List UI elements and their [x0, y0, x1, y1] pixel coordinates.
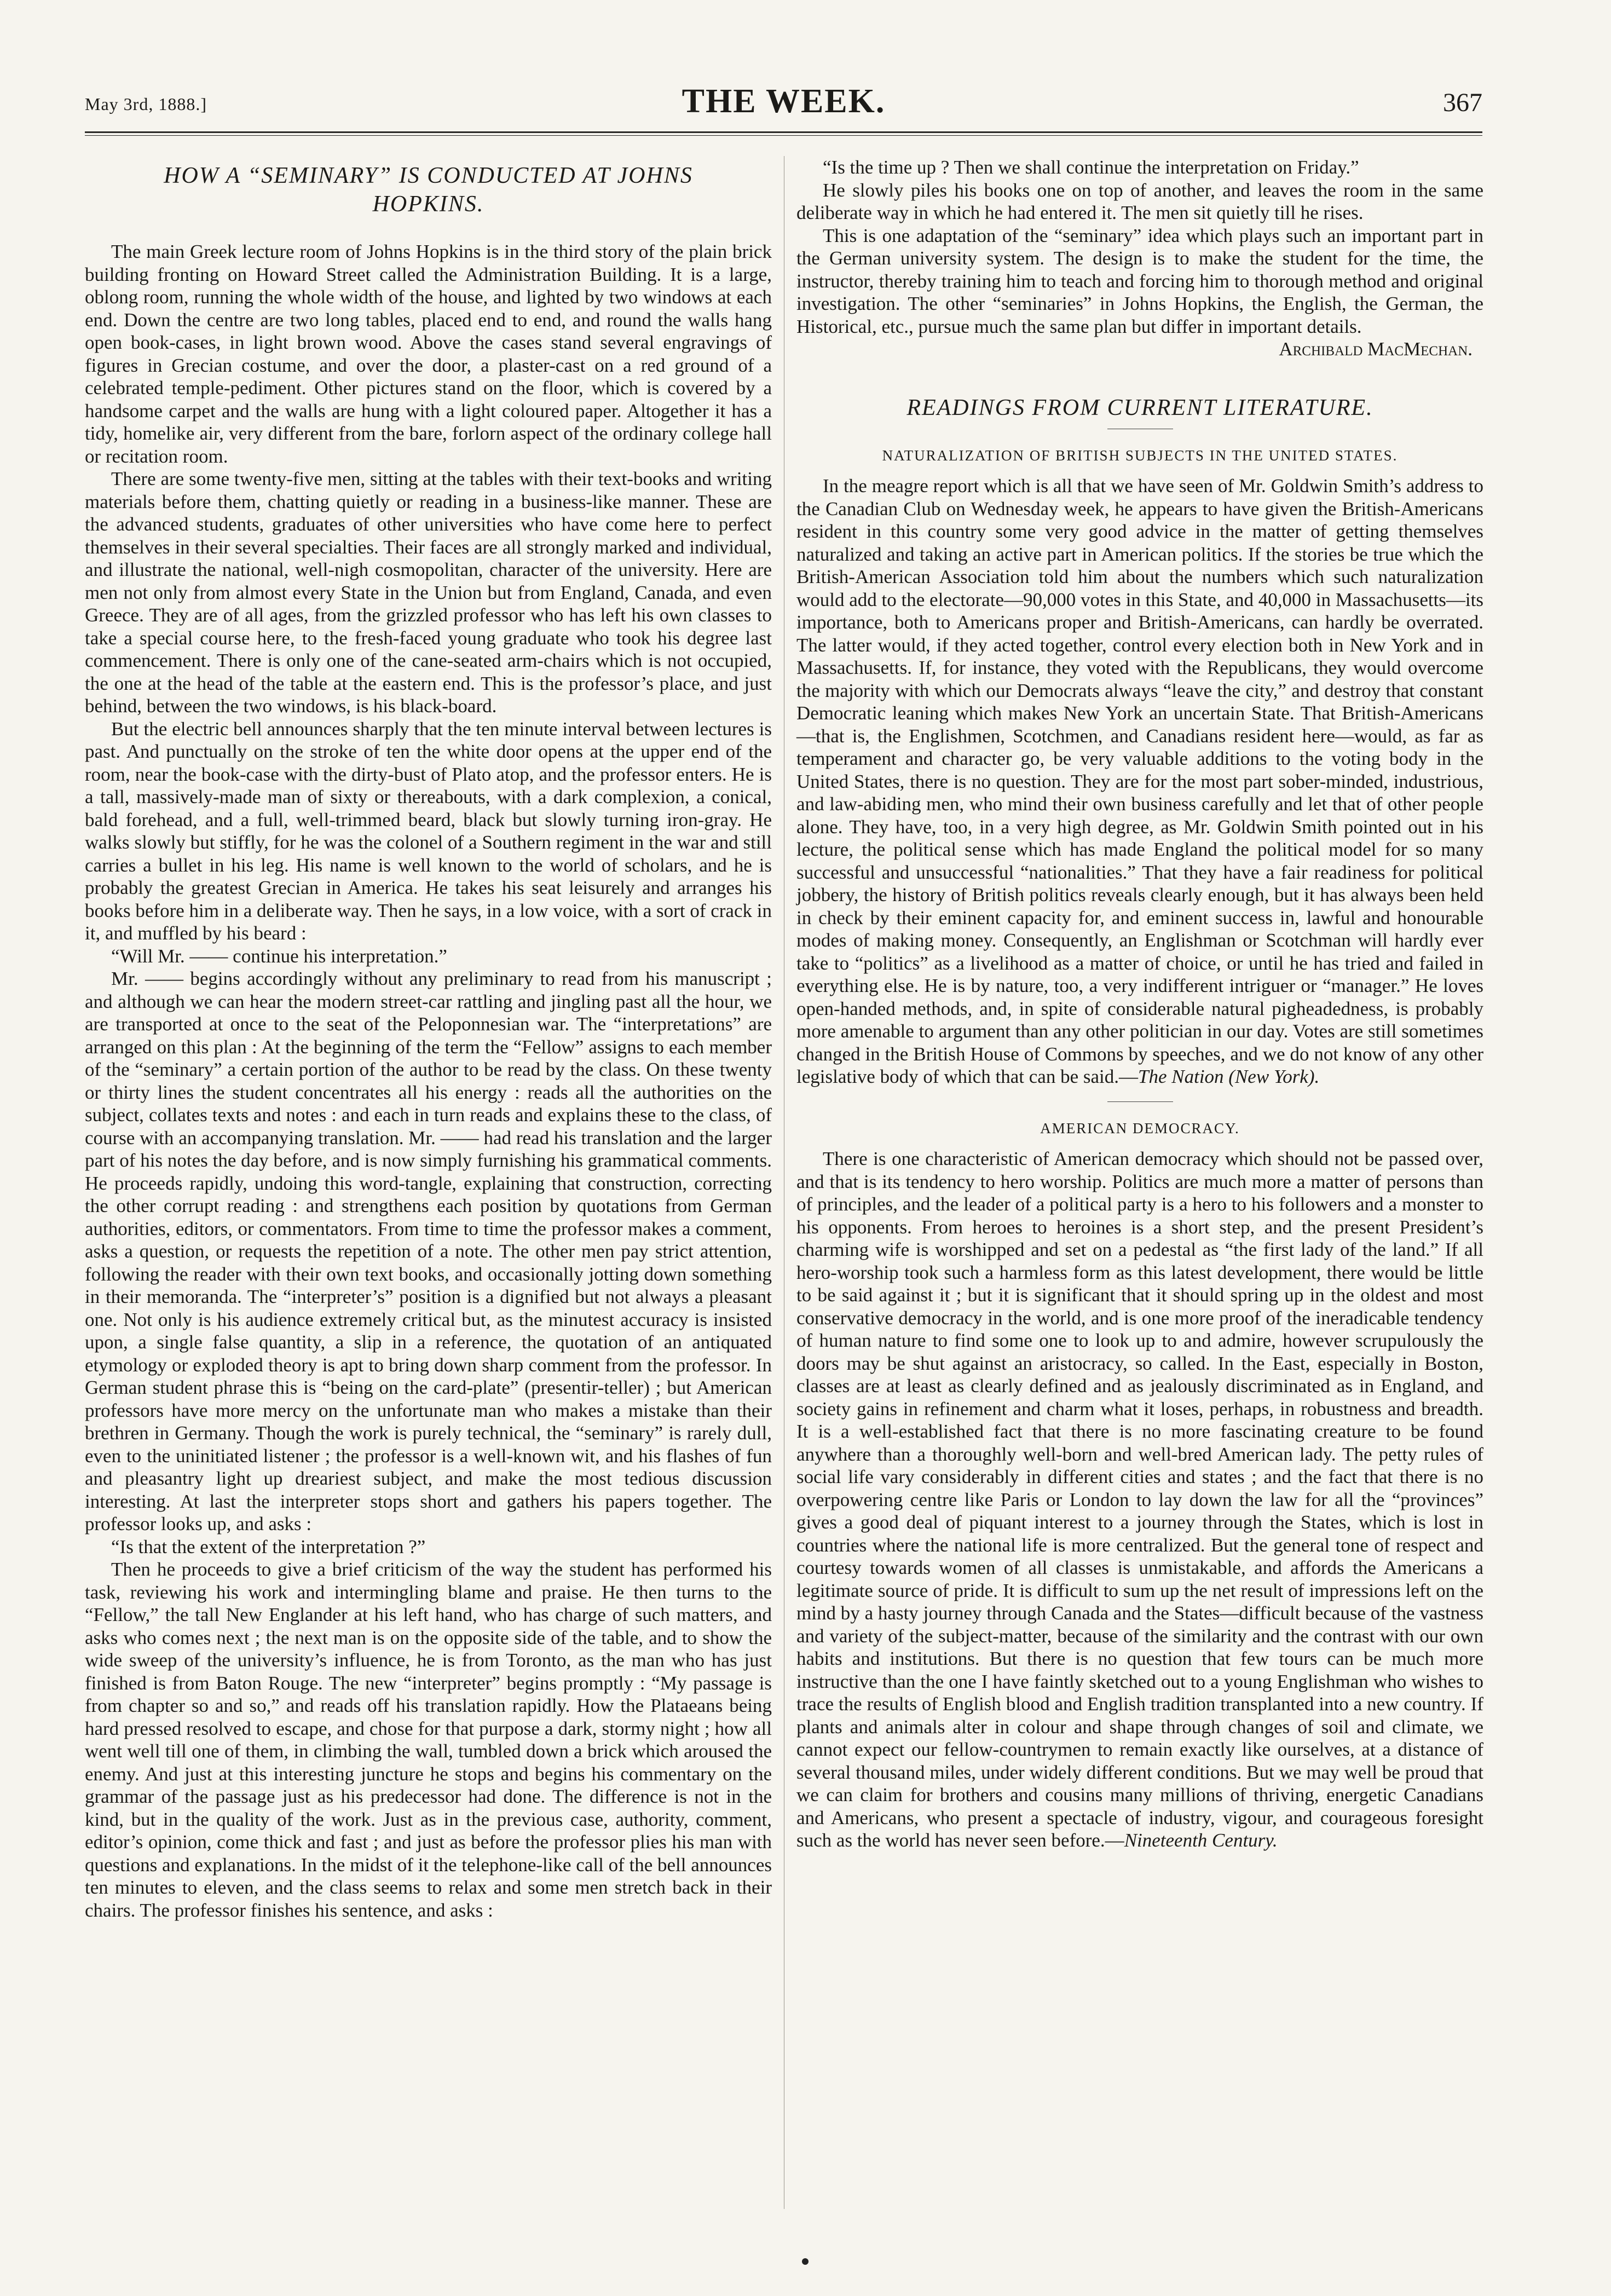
paragraph: The main Greek lecture room of Johns Hopkins is in the third story of the plain brick building fronting on Howard Street called the Administration Building. It is a large, oblong room, running the whole width of the house, and lighted by two windows at each end. Down the centre are two long tables, placed end to end, and round the walls hang open book-cases, in light brown wood. Above the cases stand several engravings of figures in Grecian costume, and over the door, a plaster-cast on a red ground of a celebrated temple-pediment. Other pictures stand on the floor, which is covered by a handsome carpet and the walls are hung with a light coloured paper. Altogether it has a tidy, homelike air, very different from the bare, forlorn aspect of the ordinary college hall or recitation room.: [85, 241, 772, 467]
left-column: [85, 156, 772, 1922]
source-citation: The Nation (New York).: [1138, 1066, 1320, 1087]
right-column: [796, 156, 1483, 1852]
article-rule: [1107, 1101, 1173, 1102]
article-title-seminary: HOW A “SEMINARY” IS CONDUCTED AT JOHNS HOPKINS.: [164, 163, 693, 217]
paragraph: Mr. —— begins accordingly without any preliminary to read from his manuscript ; and although we can hear the modern street-car rattling and jingling past all the hour, we are transported at once to the seat of the Peloponnesian war. The “interpretations” are arranged on this plan : At the beginning of the term the “Fellow” assigns to each member of the “seminary” a certain portion of the author to be read by the class. On these twenty or thirty lines the student concentrates all his energy : reads all the authorities on the subject, collates texts and notes : and each in turn reads and explains these to the class, of course with an accompanying translation. Mr. —— had read his translation and the larger part of his notes the day before, and is now simply furnishing his grammatical comments. He proceeds rapidly, undoing this word-tangle, explaining that construction, correcting the other corrupt reading : and strengthens each position by quotations from German authorities, editors, or commentators. From time to time the professor makes a comment, asks a question, or requests the repetition of a note. The other men pay strict attention, following the reader with their own text books, and occasionally jotting down something in their memoranda. The “interpreter’s” position is a dignified but not always a pleasant one. Not only is his audience extremely critical but, as the minutest accuracy is insisted upon, a single false quantity, a slip in a reference, the quotation of an antiquated etymology or exploded theory is apt to bring down sharp comment from the professor. In German student phrase this is “being on the card-plate” (presentir-teller) ; but American professors have more mercy on the unfortunate man who makes a mistake than their brethren in Germany. Though the work is purely technical, the “seminary” is rarely dull, even to the uninitiated listener ; the professor is a well-known wit, and his flashes of fun and pleasantry light up dreariest subject, and make the most tedious discussion interesting. At last the interpreter stops short and gathers his papers together. The professor looks up, and asks :: [85, 968, 772, 1534]
issue-date: May 3rd, 1888.]: [85, 94, 207, 114]
masthead-title: THE WEEK.: [682, 83, 886, 120]
header-rule: [85, 131, 1482, 136]
paragraph: But the electric bell announces sharply that the ten minute interval between lectures is past. And punctually on the stroke of ten the white door opens at the upper end of the room, near the book-case with the dirty-bust of Plato atop, and the professor enters. He is a tall, massively-made man of sixty or thereabouts, with a dark complexion, a conical, bald forehead, and a full, well-trimmed beard, black but slowly turning iron-gray. He walks slowly but stiffly, for he was the colonel of a Southern regiment in the war and still carries a bullet in his leg. His name is well known to the world of scholars, and he is probably the greatest Grecian in America. He takes his seat leisurely and arranges his books before him in a deliberate way. Then he says, in a low voice, with a sort of crack in it, and muffled by his beard :: [85, 718, 772, 944]
paragraph: He slowly piles his books one on top of another, and leaves the room in the same deliberate way in which he had entered it. The men sit quietly till he rises.: [796, 179, 1483, 223]
paragraph: There are some twenty-five men, sitting at the tables with their text-books and writing materials before them, chatting quietly or reading in a business-like manner. These are the advanced students, graduates of other universities who have come here to perfect themselves in their several specialties. Their faces are all strongly marked and individual, and illustrate the national, well-nigh cosmopolitan, character of the university. Here are men not only from almost every State in the Union but from England, Canada, and even Greece. They are of all ages, from the grizzled professor who has left his own classes to take a special course here, to the fresh-faced young graduate who took his degree last commencement. There is only one of the cane-seated arm-chairs which is not occupied, the one at the head of the table at the eastern end. This is the professor’s place, and just behind, between the two windows, is his black-board.: [85, 468, 772, 717]
paragraph: Then he proceeds to give a brief criticism of the way the student has performed his task, reviewing his work and intermingling blame and praise. He then turns to the “Fellow,” the tall New Englander at his left hand, who has charge of such matters, and asks who comes next ; the next man is on the opposite side of the table, and to show the wide sweep of the university’s influence, he is from Toronto, as the man who has just finished is from Baton Rouge. The new “interpreter” begins promptly : “My passage is from chapter so and so,” and reads off his translation rapidly. How the Plataeans being hard pressed resolved to escape, and chose for that purpose a dark, stormy night ; how all went well till one of them, in climbing the wall, tumbled down a brick which aroused the enemy. And just at this interesting juncture he stops and begins his commentary on the grammar of the passage just as his predecessor had done. The difference is not in the kind, but in the quality of the work. Just as in the previous case, authority, comment, editor’s opinion, come thick and fast ; and just as before the professor plies his man with questions and explanations. In the midst of it the telephone-like call of the bell announces ten minutes to eleven, and the class seems to relax and some men stretch back in their chairs. The professor finishes his sentence, and asks :: [85, 1559, 772, 1921]
author-signature: Archibald MacMechan.: [1279, 338, 1473, 360]
end-ornament: [802, 2258, 809, 2265]
page-header: [85, 82, 1482, 126]
paragraph-text: There is one characteristic of American democracy which should not be passed over, and that is its tendency to hero worship. Politics are much more a matter of persons than of principles, and the leader of a political party is a hero to his followers and a monster to his opponents. From heroes to heroines is a short step, and the present President’s charming wife is worshipped and set on a pedestal as “the first lady of the land.” If all hero-worship took such a harmless form as this latest development, there would be little to be said against it ; but it is significant that it should spring up in the oldest and most conservative democracy in the world, and is one more proof of the ineradicable tendency of human nature to find some one to look up to and admire, however scrupulously the doors may be shut against an aristocracy, so called. In the East, especially in Boston, classes are at least as clearly defined and as jealously discriminated as in England, and society gains in refinement and charm what it loses, perhaps, in robustness and breadth. It is a well-established fact that there is no more fascinating creature to be found anywhere than a thoroughly well-born and well-bred American lady. The petty rules of social life vary considerably in different cities and states ; and the fact that there is no overpowering centre like Paris or London to lay down the law for all the “provinces” gives a good deal of piquant interest to a journey through the States, which is lost in countries where the national life is more centralized. But the general tone of respect and courtesy towards women of all classes is unmistakable, and affords the Americans a legitimate source of pride. It is difficult to sum up the net result of impressions left on the mind by a hasty journey through Canada and the States—difficult because of the vastness and variety of the subject-matter, because of the similarity and the contrast with our own habits and institutions. But there is no question that few tours can be much more instructive than the one I have faintly sketched out to a young Englishman who wishes to trace the results of English blood and English tradition transplanted into a new country. If plants and animals alter in colour and shape through changes of soil and climate, we cannot expect our fellow-countrymen to remain exactly like ourselves, at a distance of several thousand miles, under widely different conditions. But we may well be proud that we can claim for brothers and cousins many millions of thriving, energetic Canadians and Americans, who present a spectacle of industry, vigour, and courageous foresight such as the world has never seen before.—: [796, 1148, 1483, 1851]
section-title-readings: READINGS FROM CURRENT LITERATURE.: [906, 395, 1373, 420]
paragraph: [796, 1147, 1483, 1852]
paragraph-text: In the meagre report which is all that we have seen of Mr. Goldwin Smith’s address to the Canadian Club on Wednesday week, he appears to have given the British-Americans resident in this country some very good advice in the matter of getting themselves naturalized and taking an active part in American politics. If the stories be true which the British-American Association told him about the numbers which such naturalization would add to the electorate—90,000 votes in this State, and 40,000 in Massachusetts—its importance, both to Americans proper and British-Americans, can hardly be overrated. The latter would, if they acted together, control every election both in New York and in Massachusetts. If, for instance, they voted with the Republicans, they would overcome the majority with which our Democrats always “leave the city,” and destroy that constant Democratic leaning which makes New York an uncertain State. That British-Americans—that is, the Englishmen, Scotchmen, and Canadians resident here—would, as far as temperament and character go, be very valuable additions to the voting body in the United States, there is no question. They are for the most part sober-minded, industrious, and law-abiding men, who mind their own business carefully and let that of other people alone. They have, too, in a very high degree, as Mr. Goldwin Smith pointed out in his lecture, the political sense which has made England the political model for so many successful and unsuccessful “nationalities.” That they have a fair readiness for political jobbery, the history of British politics reveals clearly enough, but it has always been held in check by their eminent capacity for, and eminent success in, lawful and honourable modes of making money. Consequently, an Englishman or Scotchman will hardly ever take to “politics” as a livelihood as a matter of choice, or until he has tried and failed in everything else. He is by nature, too, a very indifferent intriguer or “manager.” He loves open-handed methods, and, in spite of considerable natural pigheadedness, is probably more amenable to argument than any other politician in our day. Votes are still sometimes changed in the British House of Commons by speeches, and we do not know of any other legislative body of which that can be said.—: [796, 475, 1483, 1087]
paragraph-quote: “Will Mr. —— continue his interpretation.”: [111, 945, 447, 967]
paragraph: [796, 475, 1483, 1088]
article-title-naturalization: NATURALIZATION OF BRITISH SUBJECTS IN THE UNITED STATES.: [882, 447, 1398, 464]
paragraph: This is one adaptation of the “seminary” idea which plays such an important part in the German university system. The design is to make the student for the time, the instructor, thereby training him to teach and forcing him to thorough method and original investigation. The other “seminaries” in Johns Hopkins, the English, the German, the Historical, etc., pursue much the same plan but differ in important details.: [796, 224, 1483, 337]
article-title-democracy: AMERICAN DEMOCRACY.: [1040, 1120, 1240, 1137]
paragraph-quote: “Is the time up ? Then we shall continue the interpretation on Friday.”: [823, 157, 1359, 178]
page-number: 367: [1443, 88, 1482, 117]
source-citation: Nineteenth Century.: [1124, 1830, 1278, 1851]
paragraph-quote: “Is that the extent of the interpretation ?”: [111, 1536, 426, 1557]
